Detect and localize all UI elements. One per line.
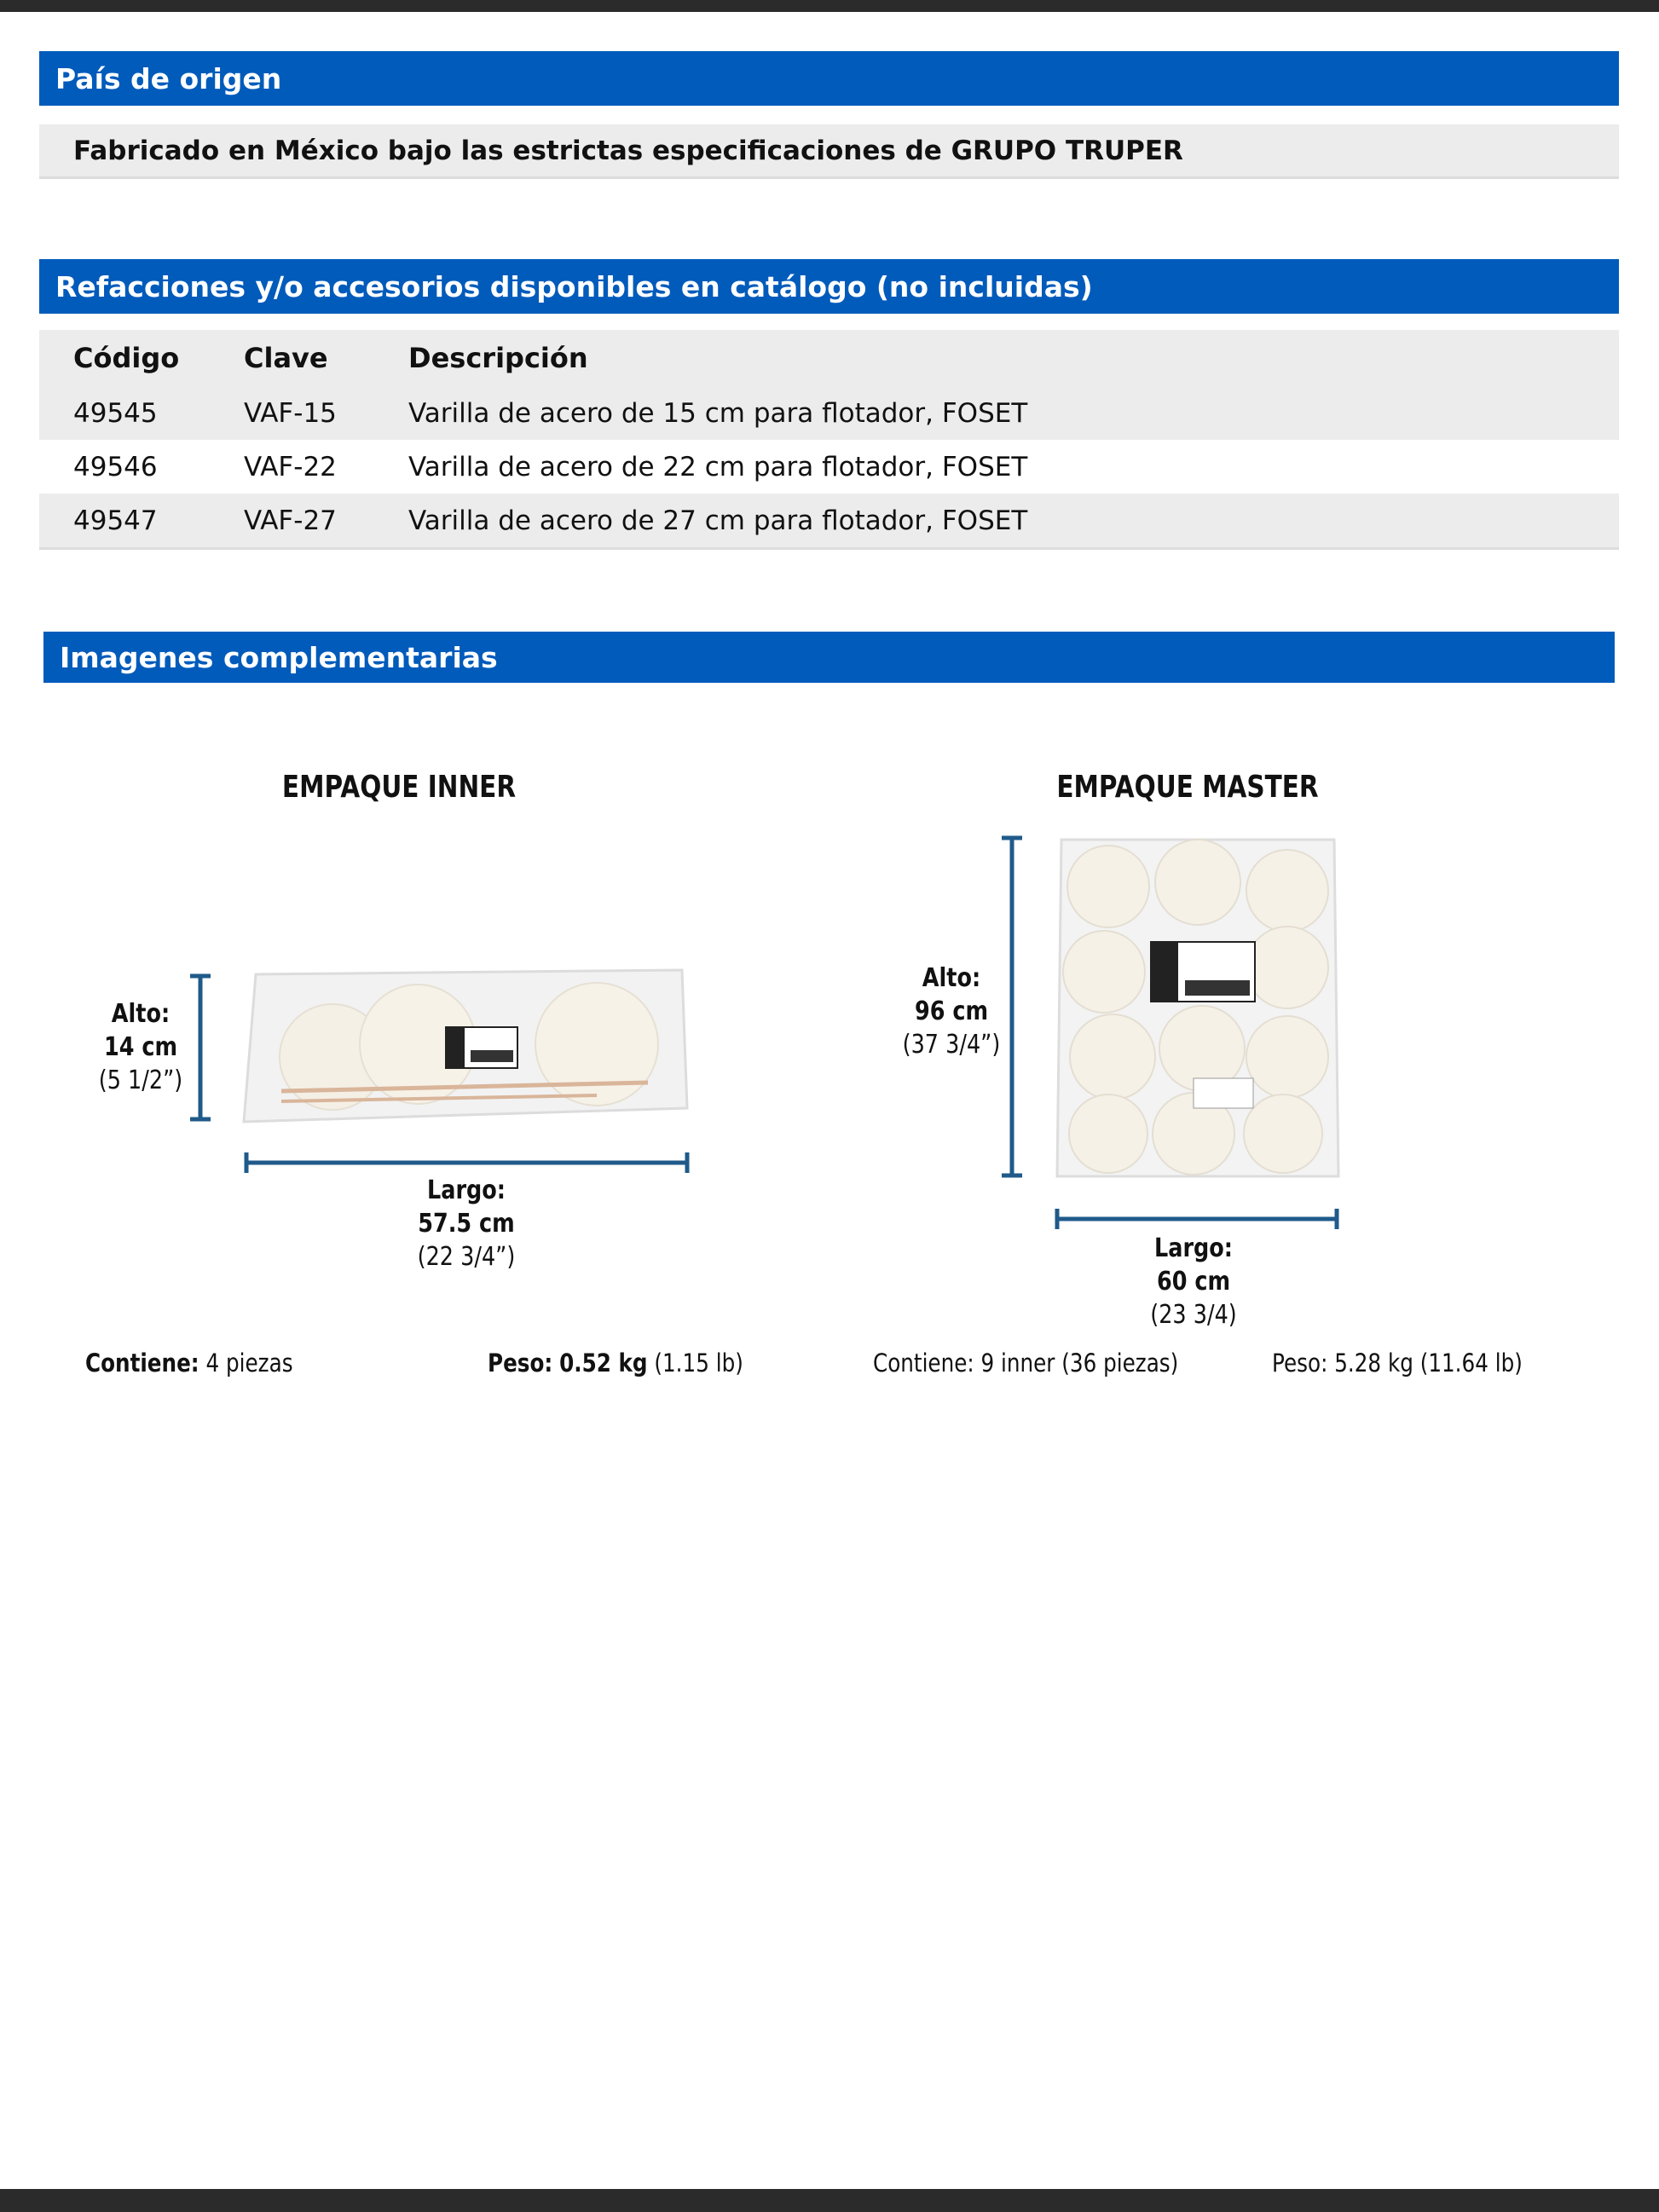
master-package-title: EMPAQUE MASTER	[1056, 770, 1319, 805]
inner-peso	[488, 1349, 743, 1377]
master-peso	[1272, 1349, 1523, 1377]
cell-clave: VAF-22	[244, 451, 337, 482]
master-alto-cm: 96 cm	[914, 996, 989, 1026]
column-header-codigo: Código	[73, 342, 180, 374]
inner-package-title: EMPAQUE INNER	[281, 770, 517, 805]
master-peso-label: Peso:	[1272, 1349, 1328, 1377]
inner-largo-label	[394, 1174, 539, 1273]
master-contiene-value: 9 inner (36 piezas)	[980, 1349, 1179, 1377]
inner-alto-title: Alto:	[111, 999, 171, 1029]
cell-descripcion: Varilla de acero de 27 cm para flotador, FOSET	[408, 494, 1619, 549]
inner-largo-in: (22 3/4”)	[417, 1242, 516, 1272]
inner-alto-in: (5 1/2”)	[98, 1066, 183, 1095]
inner-contiene-label: Contiene:	[85, 1349, 199, 1377]
inner-peso-kg: 0.52 kg	[559, 1349, 648, 1377]
master-contiene-label: Contiene:	[873, 1349, 974, 1377]
cell-codigo: 49545	[73, 397, 158, 429]
cell-descripcion: Varilla de acero de 22 cm para flotador, FOSET	[408, 451, 1028, 482]
inner-package-image	[244, 970, 687, 1122]
cell-clave: VAF-27	[244, 494, 408, 549]
images-header: Imagenes complementarias	[43, 632, 1615, 683]
cell-clave: VAF-15	[244, 397, 337, 429]
master-alto-label	[889, 962, 1014, 1061]
master-largo-cm: 60 cm	[1156, 1267, 1231, 1297]
master-peso-value: 5.28 kg (11.64 lb)	[1334, 1349, 1523, 1377]
origin-text: Fabricado en México bajo las estrictas especificaciones de GRUPO TRUPER	[39, 124, 1619, 179]
inner-largo-cm: 57.5 cm	[418, 1209, 515, 1239]
inner-peso-lb: (1.15 lb)	[654, 1349, 743, 1377]
parts-header: Refacciones y/o accesorios disponibles en catálogo (no incluidas)	[39, 259, 1619, 314]
inner-contiene-value: 4 piezas	[205, 1349, 293, 1377]
inner-alto-cm: 14 cm	[103, 1032, 178, 1062]
master-alto-in: (37 3/4”)	[902, 1030, 1001, 1060]
master-largo-in: (23 3/4)	[1150, 1300, 1237, 1330]
inner-alto-label	[90, 997, 192, 1097]
inner-contiene	[85, 1349, 293, 1377]
origin-header: País de origen	[39, 51, 1619, 106]
master-package-image	[1057, 840, 1338, 1176]
inner-peso-label: Peso:	[488, 1349, 553, 1377]
column-header-descripcion: Descripción	[408, 342, 588, 374]
inner-largo-title: Largo:	[426, 1175, 506, 1205]
master-largo-title: Largo:	[1153, 1233, 1234, 1263]
cell-descripcion: Varilla de acero de 15 cm para flotador, FOSET	[408, 397, 1028, 429]
master-contiene	[873, 1349, 1178, 1377]
column-header-clave: Clave	[244, 342, 328, 374]
bottom-bar	[0, 2189, 1659, 2212]
cell-codigo: 49546	[73, 451, 158, 482]
master-alto-title: Alto:	[922, 963, 981, 993]
cell-codigo: 49547	[39, 494, 244, 549]
master-largo-label	[1121, 1232, 1266, 1331]
